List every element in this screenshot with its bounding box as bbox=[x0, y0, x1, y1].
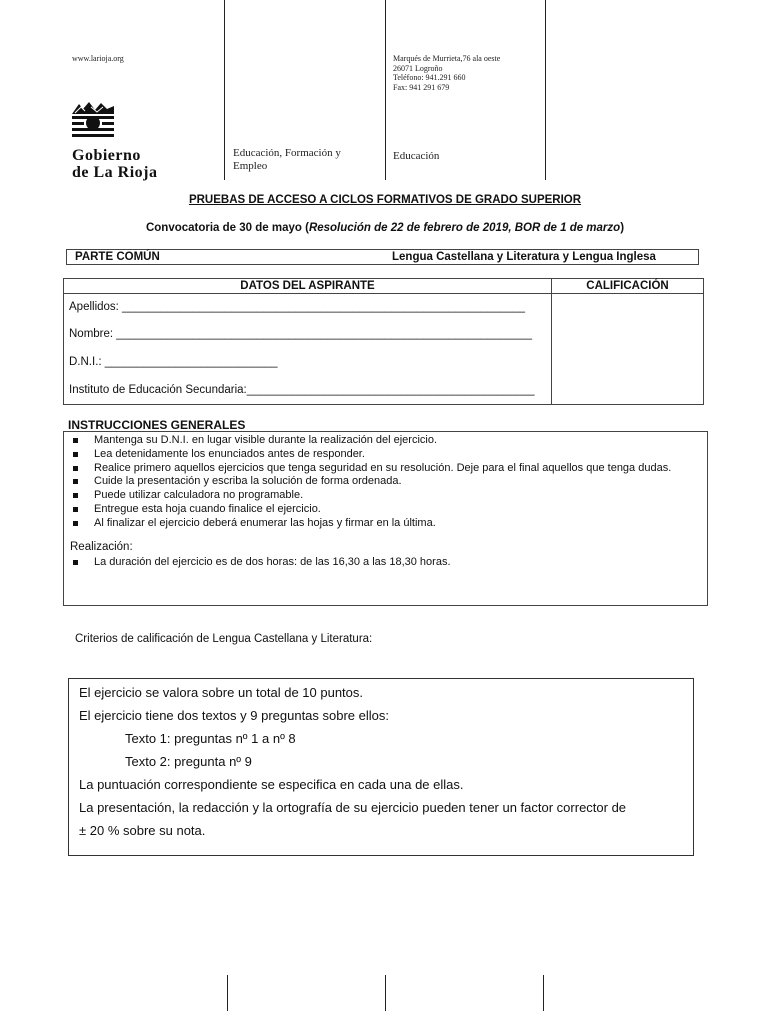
field-apellidos[interactable]: Apellidos: _______________________________________________________________ bbox=[69, 301, 525, 313]
department-2: Educación bbox=[393, 150, 440, 162]
criteria-line: La presentación, la redacción y la ortografía de su ejercicio pueden tener un factor corrector de bbox=[79, 800, 627, 815]
field-dni[interactable]: D.N.I.: ___________________________ bbox=[69, 356, 278, 368]
address-line: Marqués de Murrieta,76 ala oeste bbox=[393, 54, 501, 63]
footer-divider-3 bbox=[543, 975, 544, 1011]
list-item: Puede utilizar calculadora no programable. bbox=[68, 489, 701, 503]
list-item: Entregue esta hoja cuando finalice el ejercicio. bbox=[68, 503, 701, 517]
criteria-line: La puntuación correspondiente se especifica en cada una de ellas. bbox=[79, 777, 464, 792]
convocatoria bbox=[0, 222, 770, 234]
list-item: Mantenga su D.N.I. en lugar visible durante la realización del ejercicio. bbox=[68, 434, 701, 448]
list-item: Lea detenidamente los enunciados antes de responder. bbox=[68, 448, 701, 462]
list-item: Al finalizar el ejercicio deberá enumerar las hojas y firmar en la última. bbox=[68, 517, 701, 531]
footer-divider-2 bbox=[385, 975, 386, 1011]
criteria-box bbox=[68, 678, 694, 856]
address-line: 26071 Logroño bbox=[393, 63, 443, 73]
applicant-table bbox=[63, 278, 704, 405]
header-divider-3 bbox=[545, 0, 546, 180]
header-divider-2 bbox=[385, 0, 386, 180]
table-divider bbox=[551, 279, 552, 404]
criteria-heading: Criterios de calificación de Lengua Castellana y Literatura: bbox=[75, 633, 373, 645]
list-item: Cuide la presentación y escriba la solución de forma ordenada. bbox=[68, 475, 701, 489]
rioja-logo-icon bbox=[71, 100, 115, 140]
criteria-line: ± 20 % sobre su nota. bbox=[79, 823, 206, 838]
instructions-box bbox=[63, 431, 708, 606]
realizacion-list bbox=[68, 556, 701, 570]
list-item: La duración del ejercicio es de dos horas: de las 16,30 a las 18,30 horas. bbox=[68, 556, 701, 570]
part-subjects: Lengua Castellana y Literatura y Lengua Inglesa bbox=[392, 251, 656, 263]
criteria-line: El ejercicio se valora sobre un total de 10 puntos. bbox=[79, 685, 364, 700]
address-line: Teléfono: 941.291 660 bbox=[393, 73, 466, 82]
criteria-line: Texto 1: preguntas nº 1 a nº 8 bbox=[125, 731, 296, 746]
convocatoria-resolution: Resolución de 22 de febrero de 2019, BOR de 1 de marzo bbox=[308, 222, 621, 234]
logo-text-line1: Gobierno bbox=[72, 147, 141, 164]
instructions-list bbox=[68, 434, 701, 531]
field-nombre[interactable]: Nombre: _________________________________________________________________ bbox=[69, 328, 533, 340]
list-item: Realice primero aquellos ejercicios que tenga seguridad en su resolución. Deje para el final aquellos que tenga dudas. bbox=[68, 462, 701, 476]
criteria-line: Texto 2: pregunta nº 9 bbox=[125, 754, 252, 769]
realizacion-label: Realización: bbox=[70, 540, 133, 553]
address-block bbox=[393, 54, 500, 92]
department-1: Educación, Formación y Empleo bbox=[233, 147, 341, 172]
field-instituto[interactable]: Instituto de Educación Secundaria:_____________________________________________ bbox=[69, 384, 535, 396]
instructions-title: INSTRUCCIONES GENERALES bbox=[68, 418, 246, 432]
header-divider-1 bbox=[224, 0, 225, 180]
part-box bbox=[66, 249, 699, 265]
part-label: PARTE COMÚN bbox=[75, 251, 160, 263]
grade-header: CALIFICACIÓN bbox=[586, 280, 669, 292]
document-title: PRUEBAS DE ACCESO A CICLOS FORMATIVOS DE GRADO SUPERIOR bbox=[188, 194, 582, 206]
criteria-line: El ejercicio tiene dos textos y 9 preguntas sobre ellos: bbox=[79, 708, 390, 723]
convocatoria-suffix: ) bbox=[620, 222, 625, 234]
logo-text-line2: de La Rioja bbox=[72, 164, 158, 181]
website-url: www.larioja.org bbox=[72, 54, 124, 63]
footer-divider-1 bbox=[227, 975, 228, 1011]
applicant-header: DATOS DEL ASPIRANTE bbox=[240, 280, 375, 292]
address-line: Fax: 941 291 679 bbox=[393, 82, 450, 92]
convocatoria-prefix: Convocatoria de 30 de mayo ( bbox=[145, 222, 309, 234]
